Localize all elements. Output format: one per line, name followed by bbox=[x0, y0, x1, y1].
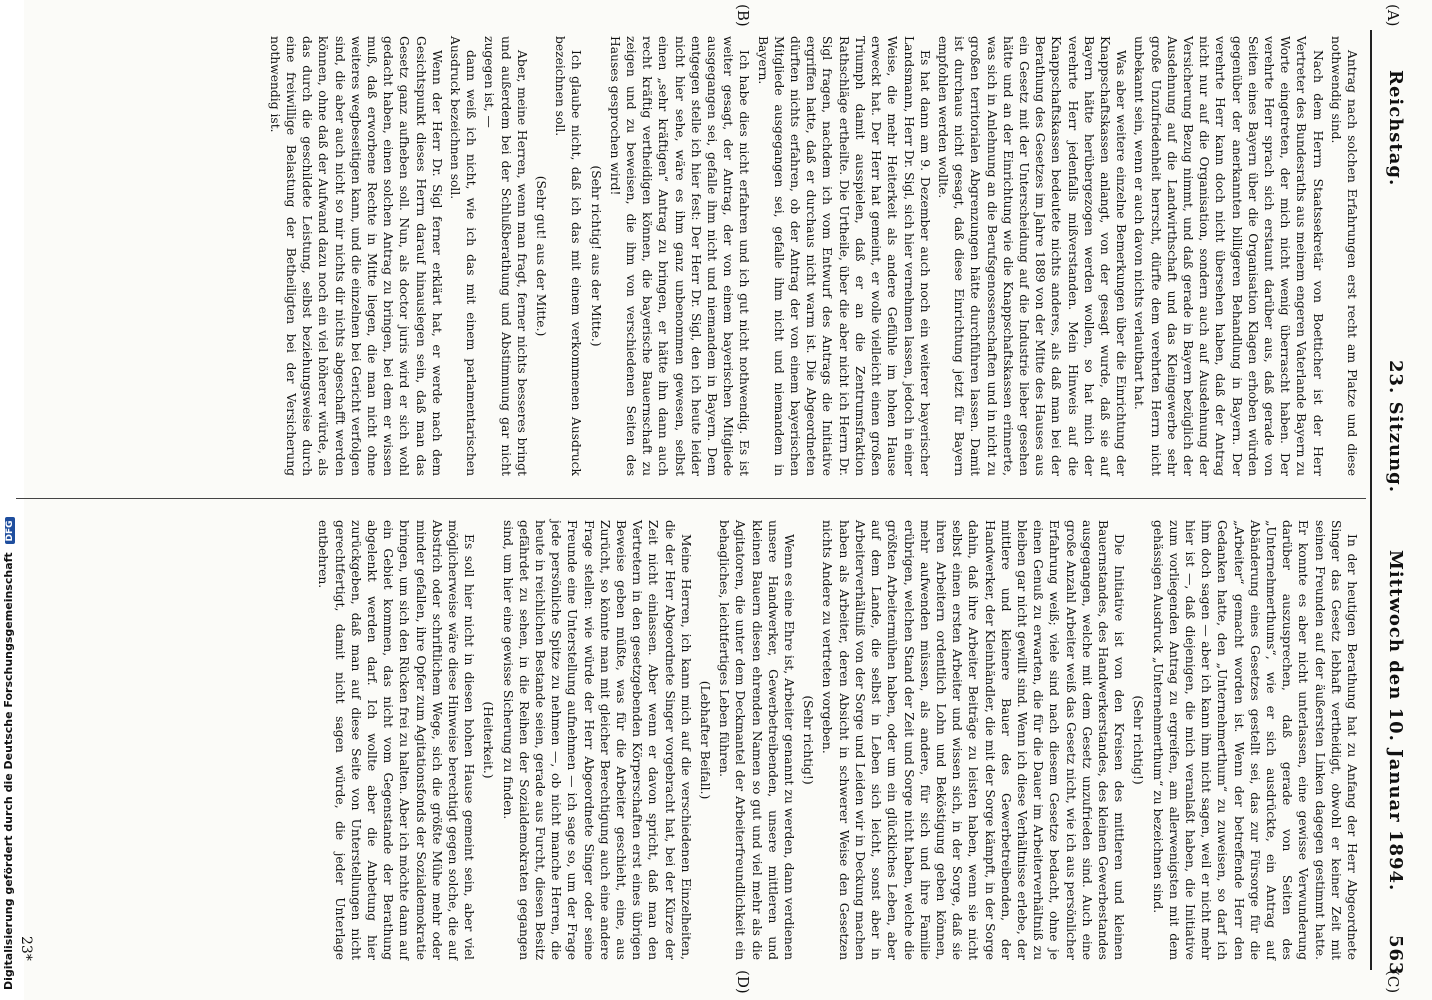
header-center: 23. Sitzung. bbox=[1385, 360, 1406, 493]
right-column bbox=[313, 520, 1360, 960]
paragraph: Ich habe dies nicht erfahren und ich gut nicht nothwendig. Es ist weiter gesagt, der Antrag, der von einem bayerischen Mitgliede ausgegangen sei, gefalle ihm nicht und niemandem in Bayern. Dem entgegen stelle ich hier fest: Der Herr Dr. Sigl, den ich heute leider nicht hier sehe, wäre es ihm ganz unbenommen gewesen, selbst einen „sehr kräftigen“ Antrag zu bringen, er hätte ihn dann auch recht kräftig vertheidigen können, die bayerische Bauernschaft zu zeigen und zu beweisen, die ihm von verschiedenen Seiten des Hauses gesprochen wird! bbox=[607, 36, 752, 476]
paragraph: Aber, meine Herren, wenn man fragt, ferner nichts besseres bringt und außerdem bei der Schlußberathung und Abstimmung gar nicht zugegen ist, — bbox=[482, 36, 529, 476]
paragraph: Es hat dann am 9. Dezember auch noch ein weiterer bayerischer Landsmann, Herr Dr. Sigl, sich hier vernehmen lassen, jedoch in einer Weise, die mehr Heiterkeit als andere Gefühle im hohen Hause erweckt hat. Der Herr hat gemeint, er wolle vielleicht einen großen Triumph damit ausspielen, daß er an die Zentrumsfraktion Rathschläge ertheilte. Die Urtheile, über die aber nicht ich Herrn Dr. Sigl fragen, nachdem ich vom Entwurf des Antrags die Initiative ergriffen hatte, daß er durchaus nicht warm ist. Die Abgeordneten dürften nichts erfahren, ob der Antrag der von einem bayerischen Mitgliede ausgegangen sei, gefalle ihm nicht und niemandem in Bayern. bbox=[755, 36, 932, 476]
paragraph: Meine Herren, ich kann mich auf die verschiedenen Einzelheiten, die der Herr Abgeordnete Singer vorgebracht hat, bei der Kürze der Zeit nicht einlassen. Aber wenn er davon spricht, daß man den Vertretern in den gesetzgebenden Körperschaften erst eines übrigen Beweise geben müßte, was für die Arbeiter geschieht, eine, aus Zurücht, so könnte man mit gleicher Berechtigung auch eine andere Frage stellen: wie würde der Herr Abgeordnete Singer oder seine Freunde eine Unterstellung aufnehmen — ich sage so, um der Frage jede persönliche Spitze zu nehmen —, ob nicht manche Herren, die heute in reichlichen Bestande seien, gerade aus Furcht, diesen Besitz gefährdet zu sehen, in die Reihen der Sozialdemokraten gegangen sind, um hier eine gewisse Sicherung zu finden. bbox=[500, 520, 693, 960]
footer-credit-text: Digitalisierung gefördert durch die Deutsche Forschungsgemeinschaft bbox=[2, 552, 15, 990]
paragraph: Wenn der Herr Dr. Sigl ferner erklärt hat, er werde nach dem Gesichtspunkt dieses Herrn darauf hinauslegen sein, daß man das Gesetz ganz aufheben soll. Nun, als doctor juris wird er sich wohl gedacht haben, einen solchen Antrag zu bringen, bei dem er wissen muß, daß erworbene Rechte in Mitte liegen, die man nicht ohne weiteres wegbeseitigen kann, und die einzelnen bei Gericht verfolgen sind, die aber auch nicht so mir nichts dir nichts abgeschafft werden können, ohne daß der Aufwand dazu noch ein viel höherer würde, als das durch die geschildete Leistung, selbst beziehungsweise durch eine freiwillige Belastung der Betheiligten bei der Versicherung nothwendig ist. bbox=[267, 36, 444, 476]
header-rule bbox=[1370, 30, 1372, 970]
page-number: 563 bbox=[1385, 935, 1406, 976]
header-left: Reichstag. bbox=[1385, 70, 1406, 187]
paragraph: Wenn es eine Ehre ist, Arbeiter genannt zu werden, dann verdienen unsere Handwerker, Gewerbetreibenden, unsere mittleren und kleinen Bauern diesen ehrenden Namen so gut und viel mehr als die Agitatoren, die unter dem Deckmantel der Arbeiterfreundlichkeit ein behagliches, leichtfertiges Leben führen. bbox=[717, 520, 797, 960]
header-right: Mittwoch den 10. Januar 1894. bbox=[1385, 550, 1406, 892]
margin-letter-a: (A) bbox=[1384, 4, 1402, 27]
left-column bbox=[265, 36, 1360, 476]
paragraph: In der heutigen Berathung hat zu Anfang der Herr Abgeordnete Singer das Gesetz lebhaft vertheidigt, obwohl er keiner Zeit mit seinen Freunden auf der äußersten Linken dagegen gestimmt hatte. Er konnte es aber nicht unterlassen, eine gewisse Verwunderung darüber auszusprechen, daß gerade von Seiten des „Unternehmerthums“, wie er sich ausdrückte, ein Antrag auf Abänderung eines Gesetzes gestellt sei, das zur Fürsorge für die „Arbeiter“ gemacht worden ist. Wenn der betreffende Herr den Gedanken hatte, den „Unternehmerthum“ zu zuweisen, so darf ich ihm doch sagen — aber ich kann ihm nicht sagen, weil er nicht mehr hier ist —, daß diejenigen, die mich veranlaßt haben, die Initiative zum vorliegenden Antrag zu ergreifen, am allerwenigsten mit dem gehässigen Ausdruck „Unternehmerthum“ zu bezeichnen sind. bbox=[1150, 520, 1359, 960]
paragraph: Nach dem Herrn Staatssekretär von Boetticher ist der Herr Vertreter des Bundesraths aus meinem engeren Vaterlande Bayern zu Worte eingetreten, der mich nicht wenig überrascht haben. Der verehrte Herr sprach sich erstaunt darüber aus, daß gerade von Seiten eines Bayern über die Organisation Klagen erhoben würden gegenüber der anerkannten billigeren Behandlung in Bayern. Der verehrte Herr kann doch nicht übersehen haben, daß der Antrag nicht nur auf die Organisation, sondern auch auf Ausdehnung der Versicherung Bezug nimmt, und daß gerade in Bayern bezüglich der Ausdehnung auf die Landwirthschaft und das Kleingewerbe sehr große Unzufriedenheit herrscht, dürfte dem verehrten Herrn nicht unbekannt sein, wenn er auch davon nichts verlautbart hat. bbox=[1132, 36, 1325, 476]
interjection: (Sehr richtig! aus der Mitte.) bbox=[588, 165, 603, 347]
interjection: (Sehr richtig!) bbox=[1131, 695, 1146, 785]
paragraph: Die Initiative ist von den Kreisen des mittleren und kleinen Bauernstandes, des Handwerkerstandes, des kleinen Gewerbestandes ausgegangen, welche mit dem Gesetz unzufrieden sind. Auch eine große Anzahl Arbeiter weiß das Gesetz nicht, wie ich aus persönlicher Erfahrung weiß; viele sind nach diesem Gesetze bedacht, ohne je einen Genuß zu erwarten, die für die Dauer im Arbeiterverhältniß zu bleiben gar nicht gewillt sind. Wenn ich diese Verhältnisse erlebe, der mittlere und kleinere Bauer des Gewerbetreibenden, der Handwerker, der Kleinhändler, die mit der Sorge kämpft, in der Sorge dahin, daß ihre Arbeiter Beiträge zu leisten haben, wenn sie nicht selbst einen ersten Arbeiter und wissen sich, in der Sorge, daß sie ihren Arbeitern ordentlich Lohn und Beköstigung geben können, mehr aufwenden müssen, als andere, für sich und ihre Familie erübrigen, welchen Stand der Zeit und Sorge nicht haben, welche die größten Arbeitermühen haben, oder um ein glückliches Leben, aber auf dem Lande, die selbst in Leben sich leicht, sonst aber in Arbeiterverhältniß von der Sorge und Leiden wir in Deckung machen haben als Arbeiter, deren Absicht in schwerer Weise den Gesetzen nichts Andere zu vertreten vorgeben. bbox=[820, 520, 1127, 960]
paragraph: Es soll hier nicht in diesen hohen Hause gemeint sein, aber viel möglicherweise wäre diese Hinweise berechtigt gegen solche, die auf Abstrich oder schriftlichem Wege, sich die größte Mühe mehr oder minder gefallen, ihre Opfer zum Agitationsfonds der Sozialdemokratie bringen, um sich den Rücken frei zu halten. Aber ich möchte dann auf ein Gebiet kommen, das nicht vom Gegenstande der Berathung abgelenkt werden darf. Ich wollte aber die Anbetung hier zurückgeben, daß man auf diese Seite von Unterstellungen nicht gerechtfertigt, damit nicht sagen würde, die jeder Unterlage entbehren. bbox=[316, 520, 477, 960]
column-divider bbox=[16, 498, 1366, 499]
interjection: (Heiterkeit.) bbox=[481, 701, 496, 779]
dfg-logo: DFG bbox=[5, 517, 15, 544]
page-header bbox=[1380, 30, 1410, 976]
paragraph: Ich glaube nicht, daß ich das mit einem verkommenen Ausdruck bezeichnen soll. bbox=[553, 36, 584, 476]
paragraph: dann weiß ich nicht, wie ich das mit einem parlamentarischen Ausdruck bezeichnen soll. bbox=[448, 36, 479, 476]
interjection: (Sehr richtig!) bbox=[801, 695, 816, 785]
interjection: (Sehr gut! aus der Mitte.) bbox=[534, 175, 549, 337]
margin-letter-d: (D) bbox=[734, 970, 752, 994]
signature-mark: 23* bbox=[18, 936, 34, 961]
paragraph: Antrag nach solchen Erfahrungen erst recht am Platze und diese nothwendig sind. bbox=[1328, 36, 1359, 476]
margin-letter-c: (C) bbox=[1384, 970, 1402, 994]
paragraph: Was aber weitere einzelne Bemerkungen über die Einrichtung der Knappschaftskassen anlangt, von der gesagt wurde, daß sie auf Bayern hätte herübergezogen werden wollen, so hat mich der verehrte Herr jedenfalls mißverstanden. Mein Hinweis auf die Knappschaftskassen bedeutete nichts anderes, als daß man bei der Berathung des Gesetzes im Jahre 1889 von der Mitte des Hauses aus ein Gesetz mit der Unterscheidung auf die Industrie lieber gesehen hätte und an der Einrichtung wie die Knappschaftskassen erinnerte, was sich in Anlehnung an die Berufsgenossenschaften und in nicht zu großen territorialen Abgrenzungen hätte durchführen lassen. Damit ist durchaus nicht gesagt, daß diese Einrichtung jetzt für Bayern empfohlen werden wollte. bbox=[935, 36, 1129, 476]
margin-letter-b: (B) bbox=[734, 4, 752, 27]
interjection: (Lebhafter Beifall.) bbox=[698, 680, 713, 800]
